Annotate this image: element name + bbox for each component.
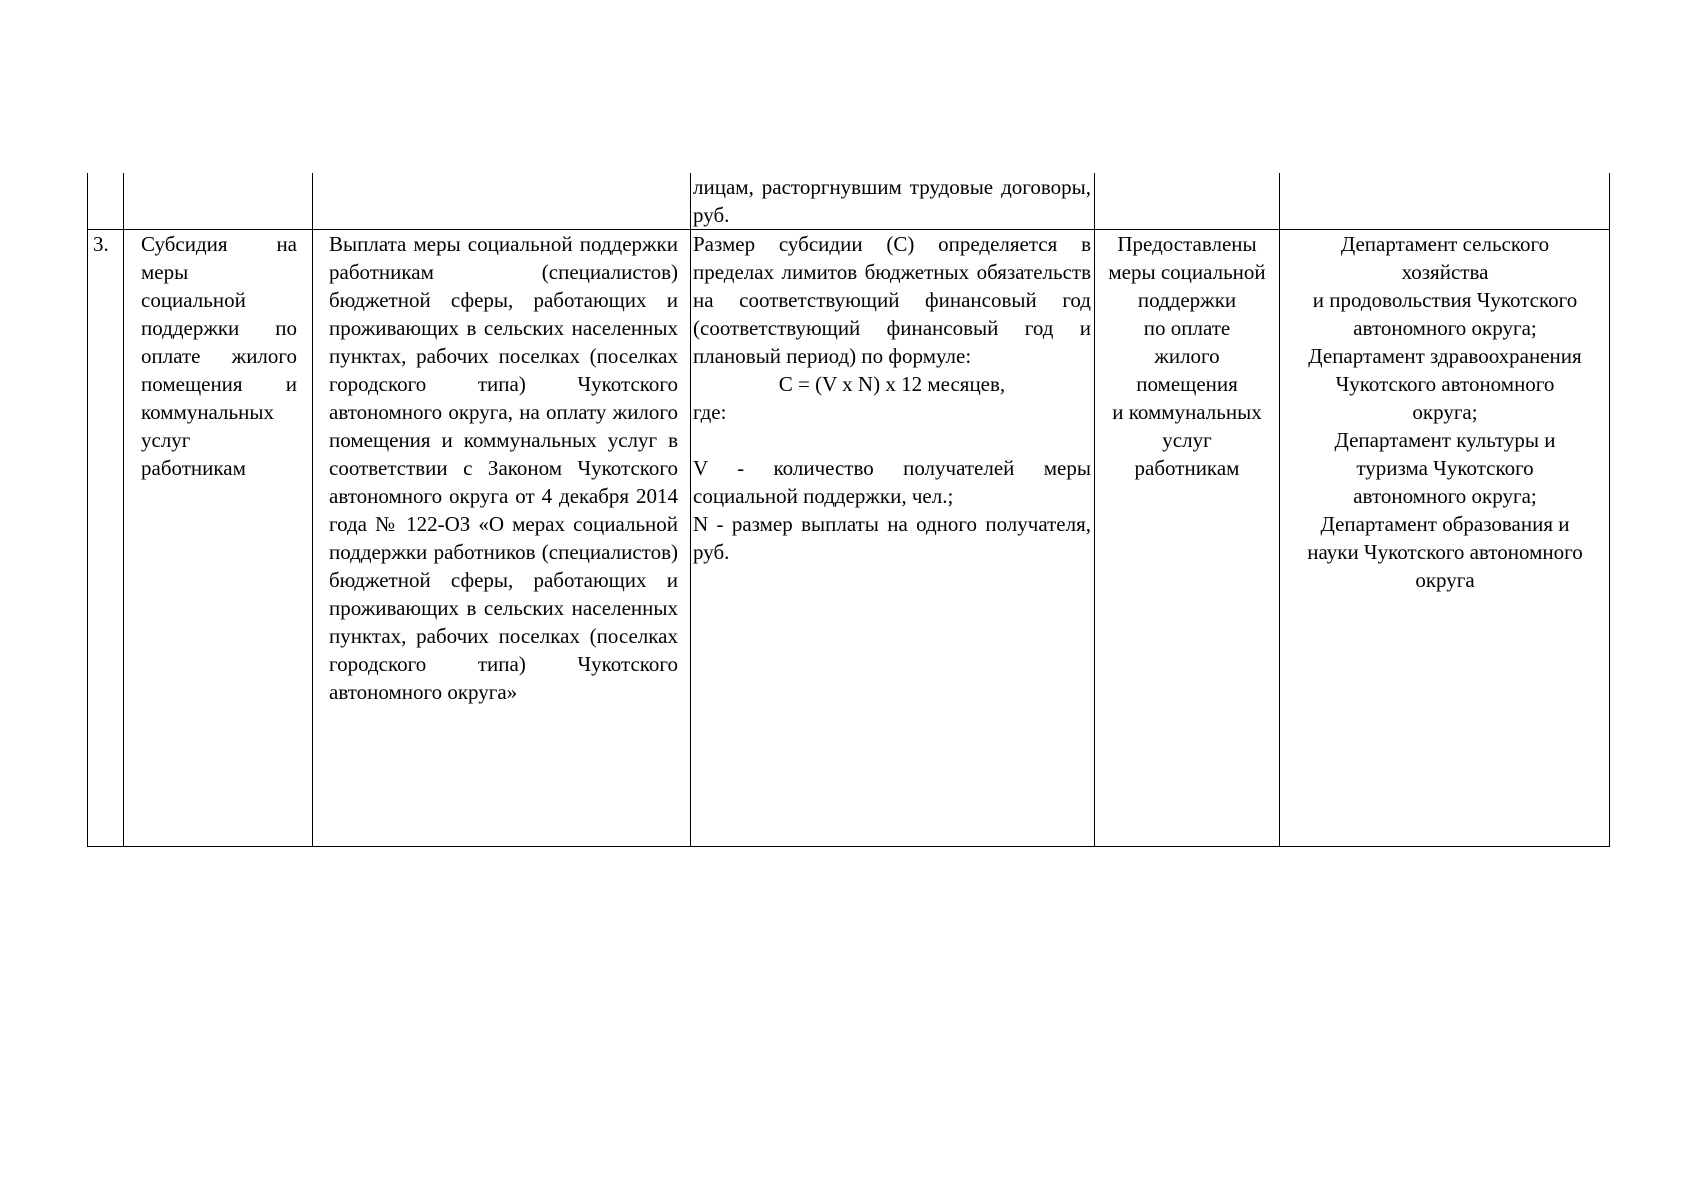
subsidy-purpose: Выплата меры социальной поддержки работникам (специалистов) бюджетной сферы, работающих и проживающих в сельских населенных пунктах, рабочих поселках (поселках городского типа) Чукотского автономного округа, на оплату жилого помещения и коммунальных услуг в соответствии с Законом Чукотского автономного округа от 4 декабря 2014 года № 122-ОЗ «О мерах социальной поддержки работников (специалистов) бюджетной сферы, работающих и проживающих в сельских населенных пунктах, рабочих поселках (поселках городского типа) Чукотского автономного округа» xyxy=(313,230,691,847)
department-line: Департамент образования и xyxy=(1320,512,1570,536)
subsidy-name: Субсидия на меры социальной поддержки по оплате жилого помещения и коммунальных услуг работникам xyxy=(124,230,313,847)
department-line: и продовольствия Чукотского xyxy=(1312,288,1578,312)
document-page xyxy=(87,173,1609,847)
formula: С = (V x N) x 12 месяцев, xyxy=(778,372,1006,396)
row-number: 3. xyxy=(88,230,124,847)
result-line: и коммунальных xyxy=(1112,400,1262,424)
table-row-3 xyxy=(88,230,1610,847)
department-line: Департамент сельского xyxy=(1340,232,1550,256)
cell-purpose-cont xyxy=(313,173,691,230)
cell-number-cont xyxy=(88,173,124,230)
department-line: округа xyxy=(1415,568,1475,592)
cell-departments-cont xyxy=(1280,173,1610,230)
result-line: по оплате xyxy=(1143,316,1231,340)
continued-row xyxy=(88,173,1610,230)
result-cell xyxy=(1095,230,1280,847)
cell-name-cont xyxy=(124,173,313,230)
result-line: работникам xyxy=(1134,456,1240,480)
department-line: округа; xyxy=(1412,400,1478,424)
department-line: туризма Чукотского xyxy=(1356,456,1534,480)
departments-cell xyxy=(1280,230,1610,847)
department-line: Департамент здравоохранения xyxy=(1308,344,1582,368)
formula-cell xyxy=(691,230,1095,847)
result-line: поддержки xyxy=(1137,288,1237,312)
subsidy-table xyxy=(87,173,1610,847)
formula-intro: Размер субсидии (С) определяется в пределах лимитов бюджетных обязательств на соответствующий финансовый год (соответствующий финансовый год и плановый период) по формуле: xyxy=(693,232,1091,368)
result-line: меры социальной xyxy=(1108,260,1266,284)
result-line: Предоставлены xyxy=(1117,232,1257,256)
spacer xyxy=(693,426,1091,454)
department-line: Чукотского автономного xyxy=(1335,372,1555,396)
department-line: автономного округа; xyxy=(1353,484,1537,508)
cell-formula-cont: лицам, расторгнувшим трудовые договоры, руб. xyxy=(691,173,1095,230)
result-line: помещения xyxy=(1136,372,1238,396)
formula-where: где: xyxy=(693,400,727,424)
formula-n-definition: N - размер выплаты на одного получателя, руб. xyxy=(693,512,1091,564)
formula-v-definition: V - количество получателей меры социальной поддержки, чел.; xyxy=(693,456,1091,508)
result-line: услуг xyxy=(1162,428,1212,452)
department-line: хозяйства xyxy=(1401,260,1489,284)
department-line: автономного округа; xyxy=(1353,316,1537,340)
department-line: Департамент культуры и xyxy=(1334,428,1556,452)
result-line: жилого xyxy=(1154,344,1220,368)
department-line: науки Чукотского автономного xyxy=(1307,540,1583,564)
cell-result-cont xyxy=(1095,173,1280,230)
